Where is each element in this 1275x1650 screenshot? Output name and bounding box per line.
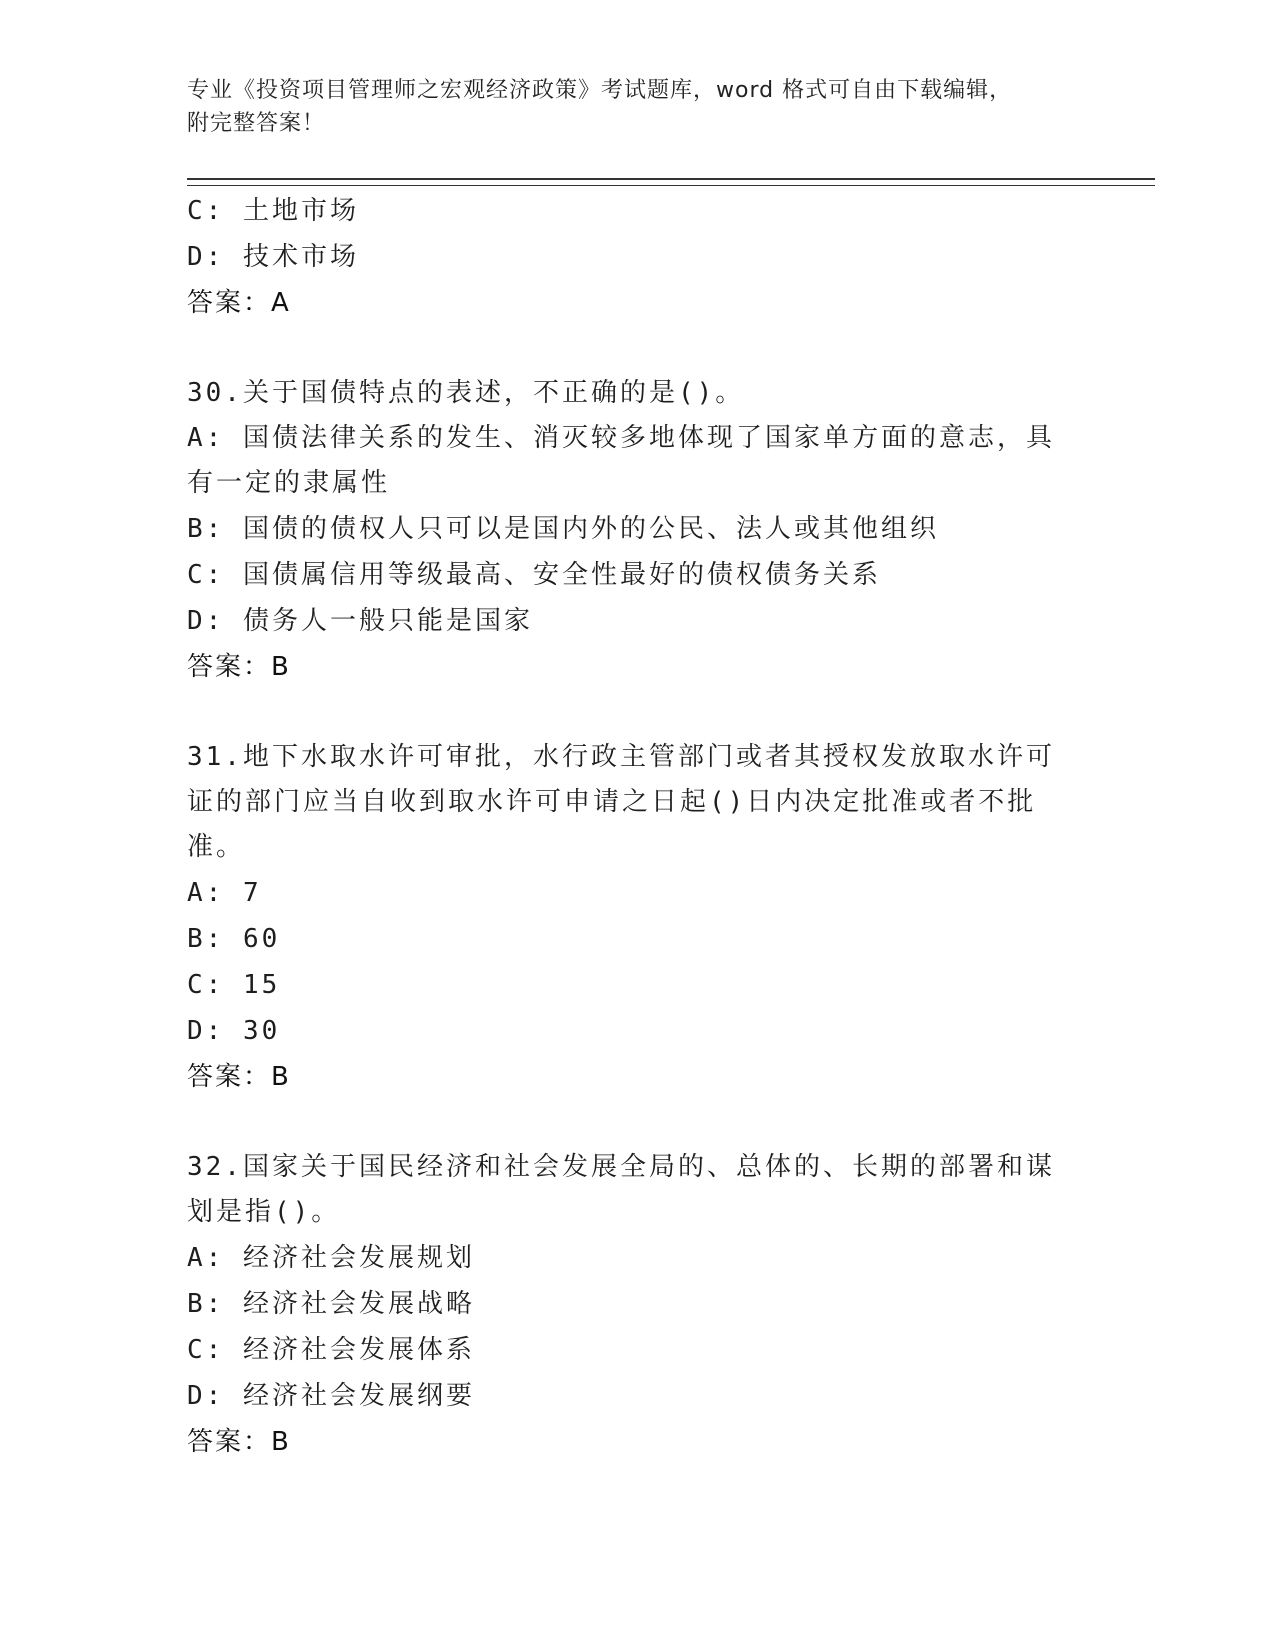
document-header — [187, 74, 1087, 140]
option-d: D: 技术市场 — [187, 242, 359, 272]
header-line-2: 附完整答案！ — [187, 111, 326, 136]
option-d: D: 经济社会发展纲要 — [187, 1381, 475, 1411]
question-32 — [187, 1145, 1087, 1465]
option-c: C: 土地市场 — [187, 196, 359, 226]
answer-label: 答案：A — [187, 288, 291, 318]
spacer — [187, 326, 1087, 371]
answer-label: 答案：B — [187, 652, 291, 682]
option-a: A: 国债法律关系的发生、消灭较多地体现了国家单方面的意志，具有一定的隶属性 — [187, 423, 1055, 498]
option-d: D: 债务人一般只能是国家 — [187, 606, 533, 636]
question-31 — [187, 735, 1087, 1100]
header-divider — [187, 178, 1155, 186]
option-a: A: 经济社会发展规划 — [187, 1243, 475, 1273]
spacer — [187, 1100, 1087, 1145]
answer-label: 答案：B — [187, 1062, 291, 1092]
option-b: B: 国债的债权人只可以是国内外的公民、法人或其他组织 — [187, 514, 939, 544]
option-b: B: 60 — [187, 924, 281, 954]
option-d: D: 30 — [187, 1016, 281, 1046]
option-c: C: 国债属信用等级最高、安全性最好的债权债务关系 — [187, 560, 881, 590]
question-stem: 32.国家关于国民经济和社会发展全局的、总体的、长期的部署和谋划是指()。 — [187, 1152, 1055, 1227]
question-29-tail — [187, 188, 1087, 326]
question-stem: 30.关于国债特点的表述，不正确的是()。 — [187, 378, 745, 408]
question-stem: 31.地下水取水许可审批，水行政主管部门或者其授权发放取水许可证的部门应当自收到取水许可申请之日起()日内决定批准或者不批准。 — [187, 742, 1055, 862]
question-list — [187, 188, 1087, 1465]
question-30 — [187, 371, 1087, 690]
option-b: B: 经济社会发展战略 — [187, 1289, 475, 1319]
answer-label: 答案：B — [187, 1427, 291, 1457]
option-c: C: 15 — [187, 970, 281, 1000]
header-line-1: 专业《投资项目管理师之宏观经济政策》考试题库，word 格式可自由下载编辑， — [187, 78, 1013, 103]
spacer — [187, 690, 1087, 735]
option-c: C: 经济社会发展体系 — [187, 1335, 475, 1365]
option-a: A: 7 — [187, 878, 262, 908]
